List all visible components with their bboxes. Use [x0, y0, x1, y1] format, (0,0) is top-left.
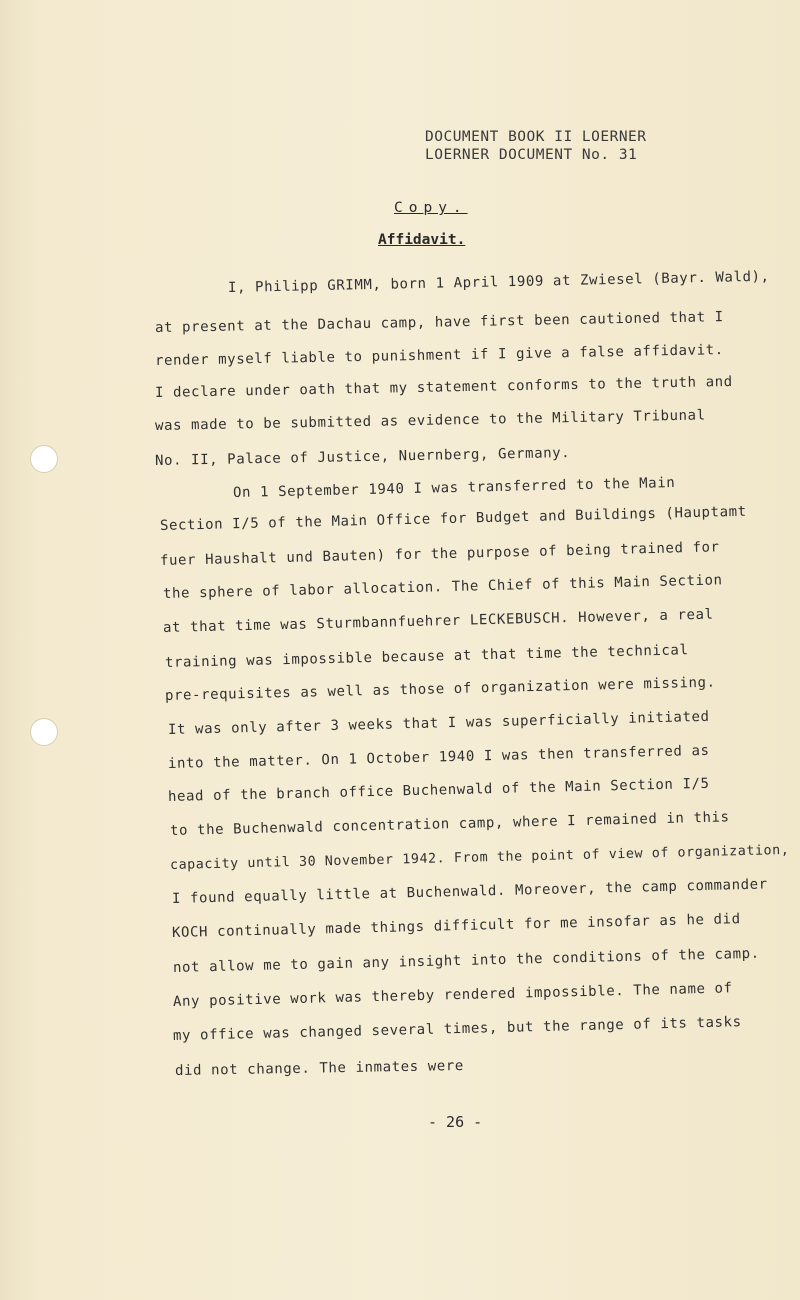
body-line: training was impossible because at that time the technical — [164, 642, 689, 671]
body-line: was made to be submitted as evidence to the Military Tribunal — [154, 407, 706, 434]
punch-hole — [30, 718, 58, 746]
body-line: head of the branch office Buchenwald of the Main Section I/5 — [167, 775, 710, 805]
body-line: KOCH continually made things difficult for me insofar as he did — [171, 911, 741, 941]
body-line: not allow me to gain any insight into the conditions of the camp. — [172, 945, 760, 976]
body-line: I, Philipp GRIMM, born 1 April 1909 at Zwiesel (Bayr. Wald), — [227, 268, 770, 296]
body-line: fuer Haushalt und Bauten) for the purpose of being trained for — [159, 539, 720, 569]
body-line: at that time was Sturmbannfuehrer LECKEBUSCH. However, a real — [162, 606, 714, 636]
body-line: I found equally little at Buchenwald. Moreover, the camp commander — [171, 876, 768, 907]
body-line: to the Buchenwald concentration camp, where I remained in this — [169, 809, 730, 839]
body-line: No. II, Palace of Justice, Nuernberg, Germany. — [154, 445, 571, 469]
body-line: Section I/5 of the Main Office for Budget and Buildings (Hauptamt — [159, 503, 747, 534]
body-line: render myself liable to punishment if I give a false affidavit. — [154, 342, 724, 369]
body-line: at present at the Dachau camp, have first been cautioned that I — [154, 309, 724, 336]
page-number: - 26 - — [428, 1113, 483, 1131]
body-line: the sphere of labor allocation. The Chief of this Main Section — [162, 572, 723, 602]
body-line: pre-requisites as well as those of organization were missing. — [164, 674, 716, 704]
document-subtitle: Affidavit. — [378, 232, 466, 248]
body-line: It was only after 3 weeks that I was superficially initiated — [167, 708, 710, 738]
header-line-1: DOCUMENT BOOK II LOERNER — [425, 129, 647, 145]
body-line: I declare under oath that my statement conforms to the truth and — [154, 373, 733, 401]
body-line: into the matter. On 1 October 1940 I was then transferred as — [167, 742, 710, 772]
document-title: Copy. — [394, 200, 468, 216]
body-line: Any positive work was thereby rendered impossible. The name of — [172, 980, 733, 1010]
header-line-2: LOERNER DOCUMENT No. 31 — [425, 147, 638, 163]
body-line: capacity until 30 November 1942. From the point of view of organization, — [169, 842, 790, 873]
body-line: did not change. The inmates were — [174, 1057, 465, 1079]
body-line: On 1 September 1940 I was transferred to the Main — [232, 474, 676, 501]
document-header — [425, 128, 647, 164]
punch-hole — [30, 445, 58, 473]
body-line: my office was changed several times, but the range of its tasks — [172, 1014, 742, 1044]
